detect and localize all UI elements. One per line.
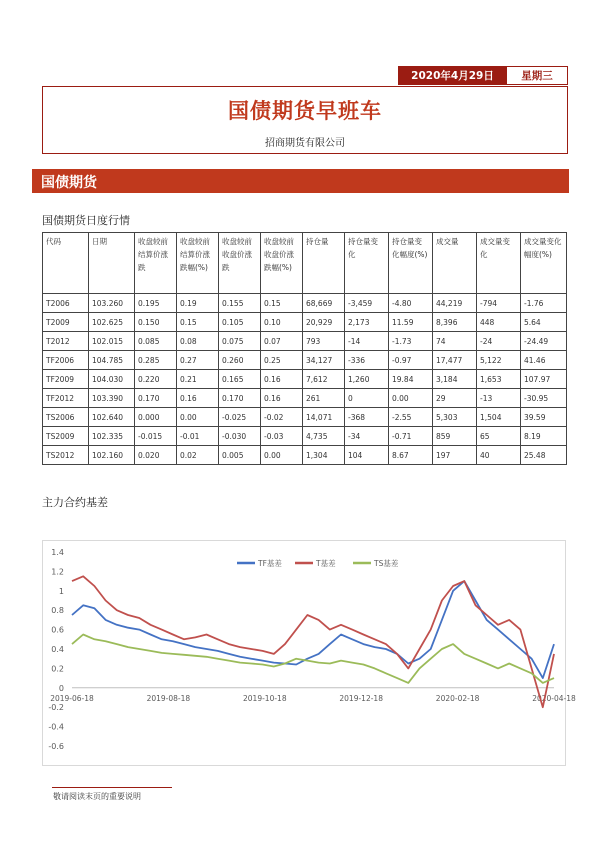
table-cell: 859 [433, 427, 477, 446]
quote-table [42, 232, 567, 465]
y-tick-label: 0.2 [51, 664, 64, 674]
table-cell: 102.335 [89, 427, 135, 446]
table-cell: 0.150 [135, 313, 177, 332]
table-cell: 0.16 [261, 389, 303, 408]
table-cell: 17,477 [433, 351, 477, 370]
table-cell: -0.025 [219, 408, 261, 427]
footer-note: 敬请阅读末页的重要说明 [53, 792, 141, 801]
table-row [43, 313, 567, 332]
y-tick-label: -0.4 [48, 722, 64, 732]
table-row [43, 332, 567, 351]
title-box [42, 86, 568, 154]
table-cell: 104 [345, 446, 389, 465]
table-cell: TS2009 [43, 427, 89, 446]
table-cell: 0.170 [219, 389, 261, 408]
table-cell: 0.085 [135, 332, 177, 351]
table-cell: 7,612 [303, 370, 345, 389]
column-header: 日期 [89, 233, 135, 294]
table-row [43, 446, 567, 465]
y-tick-label: 1.4 [51, 548, 64, 557]
y-tick-label: -0.2 [48, 703, 64, 713]
table-cell: 1,304 [303, 446, 345, 465]
table-cell: 41.46 [521, 351, 567, 370]
table-cell: 0.195 [135, 294, 177, 313]
table-cell: 0 [345, 389, 389, 408]
table-cell: 0.16 [177, 389, 219, 408]
table-cell: 0.08 [177, 332, 219, 351]
table-cell: -336 [345, 351, 389, 370]
table-cell: TS2012 [43, 446, 89, 465]
table-cell: -368 [345, 408, 389, 427]
table-cell: 1,260 [345, 370, 389, 389]
x-tick-label: 2020-04-18 [532, 693, 576, 703]
table-cell: 1,504 [477, 408, 521, 427]
table-cell: 0.000 [135, 408, 177, 427]
table-cell: 0.21 [177, 370, 219, 389]
table-cell: 261 [303, 389, 345, 408]
table-cell: 68,669 [303, 294, 345, 313]
table-cell: 14,071 [303, 408, 345, 427]
y-tick-label: 0.8 [51, 606, 64, 616]
table-row [43, 294, 567, 313]
column-header: 持仓量变化幅度(%) [389, 233, 433, 294]
y-tick-label: 0.4 [51, 645, 64, 654]
table-cell: 1,653 [477, 370, 521, 389]
table-cell: 0.15 [177, 313, 219, 332]
table-title: 国债期货日度行情 [42, 214, 130, 227]
y-tick-label: 1.2 [51, 567, 64, 577]
table-cell: 0.220 [135, 370, 177, 389]
table-cell: 8.19 [521, 427, 567, 446]
y-tick-label: 0.6 [51, 625, 64, 635]
table-cell: 0.10 [261, 313, 303, 332]
table-cell: 2,173 [345, 313, 389, 332]
table-cell: 0.16 [261, 370, 303, 389]
table-cell: -0.01 [177, 427, 219, 446]
table-cell: 448 [477, 313, 521, 332]
section-header [32, 169, 569, 193]
table-cell: 103.260 [89, 294, 135, 313]
table-cell: 40 [477, 446, 521, 465]
table-cell: 5,303 [433, 408, 477, 427]
table-cell: 0.02 [177, 446, 219, 465]
table-cell: 102.015 [89, 332, 135, 351]
company-name: 招商期货有限公司 [265, 138, 345, 149]
table-cell: -24.49 [521, 332, 567, 351]
table-cell: -13 [477, 389, 521, 408]
column-header: 成交量变化 [477, 233, 521, 294]
table-cell: 0.00 [389, 389, 433, 408]
table-cell: -34 [345, 427, 389, 446]
table-cell: -1.76 [521, 294, 567, 313]
y-tick-label: 1 [58, 586, 64, 596]
table-cell: 793 [303, 332, 345, 351]
table-cell: 0.00 [261, 446, 303, 465]
table-cell: -4.80 [389, 294, 433, 313]
x-tick-label: 2019-06-18 [50, 693, 94, 703]
x-tick-label: 2020-02-18 [435, 693, 480, 703]
x-tick-label: 2019-12-18 [339, 693, 383, 703]
table-cell: 102.625 [89, 313, 135, 332]
table-cell: -2.55 [389, 408, 433, 427]
table-cell: 0.075 [219, 332, 261, 351]
table-cell: 0.155 [219, 294, 261, 313]
date-box [398, 66, 568, 85]
table-cell: 0.07 [261, 332, 303, 351]
table-cell: -1.73 [389, 332, 433, 351]
basis-chart [42, 540, 576, 766]
table-cell: 44,219 [433, 294, 477, 313]
legend-label: T基差 [316, 559, 336, 568]
chart-frame [43, 541, 566, 766]
table-cell: -0.97 [389, 351, 433, 370]
table-cell: -0.03 [261, 427, 303, 446]
table-cell: 20,929 [303, 313, 345, 332]
table-cell: 34,127 [303, 351, 345, 370]
table-cell: 65 [477, 427, 521, 446]
table-cell: -794 [477, 294, 521, 313]
column-header: 收盘较前收盘价涨跌幅(%) [261, 233, 303, 294]
x-tick-label: 2019-10-18 [243, 693, 287, 703]
table-cell: 0.165 [219, 370, 261, 389]
table-row [43, 370, 567, 389]
table-cell: 74 [433, 332, 477, 351]
table-cell: -0.02 [261, 408, 303, 427]
column-header: 收盘较前结算价涨跌 [135, 233, 177, 294]
table-cell: 4,735 [303, 427, 345, 446]
legend-label: TF基差 [258, 559, 282, 568]
table-cell: 0.15 [261, 294, 303, 313]
table-cell: 5,122 [477, 351, 521, 370]
y-tick-label: -0.6 [48, 742, 64, 751]
table-cell: 0.105 [219, 313, 261, 332]
chart-title: 主力合约基差 [42, 496, 108, 509]
column-header: 持仓量 [303, 233, 345, 294]
table-cell: 5.64 [521, 313, 567, 332]
table-cell: T2009 [43, 313, 89, 332]
table-header-row [43, 233, 567, 294]
column-header: 收盘较前结算价涨跌幅(%) [177, 233, 219, 294]
table-cell: 0.00 [177, 408, 219, 427]
page-title: 国债期货早班车 [228, 99, 382, 123]
table-cell: 8,396 [433, 313, 477, 332]
table-cell: T2006 [43, 294, 89, 313]
table-cell: 0.19 [177, 294, 219, 313]
table-cell: 104.030 [89, 370, 135, 389]
table-cell: TF2009 [43, 370, 89, 389]
column-header: 持仓量变化 [345, 233, 389, 294]
table-cell: 29 [433, 389, 477, 408]
table-row [43, 408, 567, 427]
table-row [43, 389, 567, 408]
table-cell: -0.71 [389, 427, 433, 446]
table-cell: 102.640 [89, 408, 135, 427]
table-cell: T2012 [43, 332, 89, 351]
weekday: 星期三 [506, 67, 567, 84]
table-cell: 102.160 [89, 446, 135, 465]
x-tick-label: 2019-08-18 [146, 693, 191, 703]
table-cell: 197 [433, 446, 477, 465]
table-cell: TS2006 [43, 408, 89, 427]
table-cell: 19.84 [389, 370, 433, 389]
table-cell: 25.48 [521, 446, 567, 465]
table-row [43, 427, 567, 446]
table-cell: 3,184 [433, 370, 477, 389]
legend-label: TS基差 [374, 559, 399, 568]
table-cell: 104.785 [89, 351, 135, 370]
table-cell: 0.170 [135, 389, 177, 408]
table-cell: 8.67 [389, 446, 433, 465]
table-cell: 39.59 [521, 408, 567, 427]
table-cell: 103.390 [89, 389, 135, 408]
table-cell: -3,459 [345, 294, 389, 313]
y-tick-label: 0 [58, 683, 64, 693]
column-header: 成交量 [433, 233, 477, 294]
table-cell: 0.285 [135, 351, 177, 370]
table-cell: -0.015 [135, 427, 177, 446]
table-cell: 0.25 [261, 351, 303, 370]
table-cell: TF2012 [43, 389, 89, 408]
footer-divider [52, 787, 172, 788]
report-date: 2020年4月29日 [399, 67, 506, 84]
table-cell: 11.59 [389, 313, 433, 332]
table-cell: TF2006 [43, 351, 89, 370]
table-cell: -14 [345, 332, 389, 351]
table-cell: 0.020 [135, 446, 177, 465]
column-header: 收盘较前收盘价涨跌 [219, 233, 261, 294]
table-cell: 0.005 [219, 446, 261, 465]
table-cell: -24 [477, 332, 521, 351]
table-cell: 107.97 [521, 370, 567, 389]
table-row [43, 351, 567, 370]
table-cell: -0.030 [219, 427, 261, 446]
section-title: 国债期货 [41, 175, 97, 191]
table-cell: 0.27 [177, 351, 219, 370]
table-cell: -30.95 [521, 389, 567, 408]
column-header: 成交量变化幅度(%) [521, 233, 567, 294]
table-cell: 0.260 [219, 351, 261, 370]
column-header: 代码 [43, 233, 89, 294]
